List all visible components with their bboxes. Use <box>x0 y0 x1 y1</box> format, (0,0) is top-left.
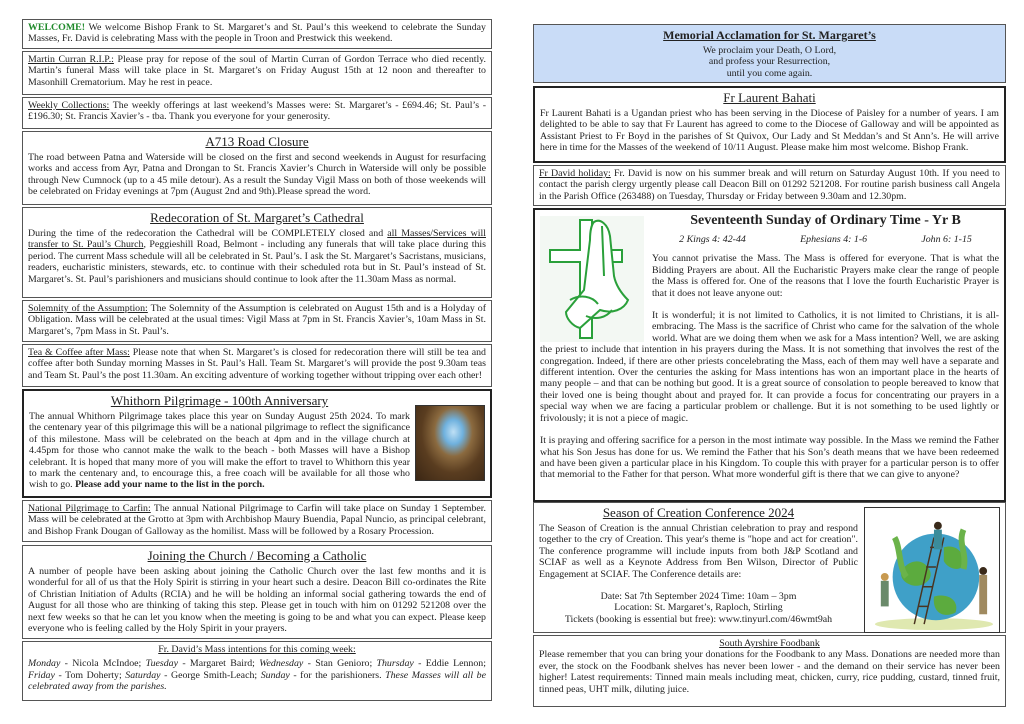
acclamation-line: We proclaim your Death, O Lord, <box>702 45 837 56</box>
joining-church-section <box>22 545 492 639</box>
text-part: , Peggieshill Road, Belmont - including any funerals that will take place during this period. The current Mass schedule will all be celebrated in St. Paul’s. I ask the St. Margaret’s Sacristans, musicians, readers, eucharistic ministers, stewards, etc. to continue with their scheduled rota but in St. Paul’s instead of St. Margaret’s. St. Paul’s parishioners and musicians should continue to look after the 11.30am Mass as normal. <box>28 239 486 285</box>
road-closure-section <box>22 131 492 205</box>
globe-gardeners-illustration <box>864 507 1000 633</box>
intention-name: - Stan Genioro; <box>303 658 377 670</box>
memorial-acclamation <box>533 24 1006 83</box>
intention-day: Thursday <box>376 658 414 670</box>
collections-notice <box>22 97 492 129</box>
text-part: During the time of the redecoration the Cathedral will be COMPLETELY closed and <box>28 228 388 239</box>
notice-text: Please pray for repose of the soul of Martin Curran of Gordon Terrace who died recently. Martin’s funeral Mass will take place in St. Margaret’s on Friday August 15th at 12 noon and thereafter to Masonhill Crematorium. May he rest in peace. <box>28 54 487 88</box>
paragraph: It is praying and offering sacrifice for a person in the most intimate way possible. In the Mass we remind the Father what his Son Jesus has done for us. We remind the Father that his Son’s death means that we have been redeemed and have been given a particular place in his Kingdom. To couple this with prayer for a particular person is to offer that memorial to the Father for that person. What more wonderful gift is there that we can give to anyone? <box>540 435 999 481</box>
intention-name: - Nicola McIndoe; <box>60 658 146 670</box>
section-title: Whithorn Pilgrimage - 100th Anniversary <box>110 393 329 408</box>
notice-label: Fr David holiday: <box>539 168 611 179</box>
intention-day: Sunday <box>260 669 290 681</box>
section-text: The Season of Creation is the annual Christian celebration to pray and respond together to the cry of Creation. This year's theme is "hope and act for creation". The conference programme will include inputs from both J&P Scotland and SCIAF as well as a Keynote Address from Ben Wilson, Director of Public Engagement at SCIAF. The Conference details are: <box>539 523 858 580</box>
cave-beach-photo <box>415 405 485 481</box>
intention-name: - George Smith-Leach; <box>160 669 261 681</box>
intention-name: - for the parishioners. <box>289 669 386 681</box>
section-title: Season of Creation Conference 2024 <box>602 505 795 520</box>
intention-day: Saturday <box>125 669 161 681</box>
section-text: Please remember that you can bring your donations for the Foodbank to any Mass. Donations are needed more than ever, the stock on the Foodbank shelves has never been lower - and the demand on their service has never been higher! Latest requirements: Tinned main meals including meat, chicken, curry, rice pudding, custard, tinned fruit, tinned peas, UHT milk, diluting juice. <box>539 649 1000 695</box>
notice-text: The weekly offerings at last weekend’s Masses were: St. Margaret’s - £694.46; St. Paul’s - £196.30; St. Francis Xavier’s - tba. Thank you everyone for your generosity. <box>28 100 486 123</box>
conference-date-time: Date: Sat 7th September 2024 Time: 10am – 3pm <box>600 591 797 603</box>
intentions-list <box>28 658 486 692</box>
section-title: South Ayrshire Foodbank <box>719 638 820 649</box>
redecoration-section <box>22 207 492 298</box>
notice-text: The annual National Pilgrimage to Carfin will take place on Sunday 1 September. Mass will be celebrated at the Grotto at 3pm with Archbishop Maury Buendia, Papal Nuncio, as principal celebrant, and Bishop Frank Dougan of Galloway as the homilist. Mass will be followed by a Rosary Procession. <box>28 503 486 537</box>
notice-label: Martin Curran R.I.P.: <box>28 54 114 65</box>
section-text: Fr Laurent Bahati is a Ugandan priest who has been serving in the Diocese of Paisley for a number of years. I am delighted to be able to say that Fr Laurent has agreed to come to the Diocese of Galloway and will be appointed as Assistant Priest to Fr Boyd in the parishes of St Quivox, Our Lady and St Meddan’s and St Ann’s. He will arrive here in time for the Masses of the weekend of 10/11 August. Please make him most welcome. Bishop Frank. <box>540 108 999 154</box>
intention-day: Monday <box>28 658 61 670</box>
notice-text: Please note that when St. Margaret’s is closed for redecoration there will still be tea and coffee after both Sunday morning Masses in St. Paul’s Hall. Team St. Margaret’s will provide the post 9.30am teas and Team St. Paul’s the post 11.30am. An exciting adventure of working together without tripping over each other! <box>28 347 486 381</box>
paragraph: It is wonderful; it is not limited to Catholics, it is not limited to Christians, it is all-embracing. The Mass is the sacrifice of Christ who came for the salvation of the whole world. What are we doing them when we ask for a Mass intention? Well, we are asking the priest to include that intention in his prayers during the Mass. It is not something that involves the rest of the congregation. Indeed, if there are other priests concelebrating the Mass, each of them may well have a separate and different intention. Over the centuries the asking for Mass intentions has won an important place in the hearts of many people – and that can be nothing but good. It is a great source of consolation to people bereaved to know that their loved one is being thought about and prayed for. It can provide a focus for concentrating our prayers in a special way when we are facing a particular problem or challenge. But it is not something to be used lightly or frivolously; it is not a piece of magic. <box>540 310 999 424</box>
notice-label: Tea & Coffee after Mass: <box>28 347 130 358</box>
reading: 2 Kings 4: 42-44 <box>679 234 746 245</box>
section-title: A713 Road Closure <box>205 134 309 149</box>
season-of-creation-section <box>533 502 1006 633</box>
notice-text: Fr. David is now on his summer break and will return on Saturday August 10th. If you need to contact the parish clergy urgently please call Deacon Bill on 01292 521208. For routine parish business call Angela in the Parish Office (263488) on Tuesday, Thursday or Friday between 9.30am and 12.30pm. <box>539 168 1000 202</box>
reading: Ephesians 4: 1-6 <box>800 234 868 245</box>
foodbank-section <box>533 635 1006 707</box>
intention-name: - Margaret Baird; <box>178 658 260 670</box>
notice-text: The Solemnity of the Assumption is celebrated on August 15th and is a Holyday of Obligation. Mass will be celebrated at the usual times: Vigil Mass at 7pm in St. Francis Xavier’s, 10am Mass in St. Margaret’s, 7pm Mass in St. Paul’s. <box>28 303 486 337</box>
reading: John 6: 1-15 <box>921 234 972 245</box>
section-text: The road between Patna and Waterside will be closed on the first and second weekends in August for resurfacing works and access from Ayr, Patna and Drongan to St. Francis Xavier’s Church in Waterside will only be possible through New Cumnock (up to a 45 mile detour). As a result the Sunday Vigil Mass on both of those weekends will be celebrated on Friday evenings at 7pm (August 2nd and 9th).Please spread the word. <box>28 152 486 198</box>
acclamation-line: and profess your Resurrection, <box>708 56 831 68</box>
notice-label: Solemnity of the Assumption: <box>28 303 148 314</box>
section-text: A number of people have been asking about joining the Catholic Church over the last few months and it is wonderful for all of us that the Holy Spirit is stirring in your heart such a desire. Deacon Bill co-ordinates the Rite of Christian Initiation of Adults (RCIA) and he will be holding an informal social gathering towards the end of August for all those who are thinking of taking this step. Please get in touch with him on 01292 521208 over the next few weeks so that he can let you know when the meeting is going to be and what you can expect. Please keep everyone who is feeling called by the Holy Spirit in your prayers. <box>28 566 486 635</box>
intention-name: - Tom Doherty; <box>54 669 126 681</box>
conference-location: Location: St. Margaret’s, Raploch, Stirling <box>614 602 783 614</box>
section-title: Redecoration of St. Margaret’s Cathedral <box>150 210 364 225</box>
conference-tickets: Tickets (booking is essential but free): www.tinyurl.com/46wmt9ah <box>564 613 833 625</box>
text-emphasis: all Masses/Services will transfer to St. Paul’s Church <box>28 228 486 251</box>
intention-day: Tuesday <box>145 658 178 670</box>
section-title: Fr. David’s Mass intentions for this coming week: <box>158 644 356 655</box>
notice-label: National Pilgrimage to Carfin: <box>28 503 151 514</box>
assumption-notice <box>22 300 492 342</box>
tea-coffee-notice <box>22 344 492 387</box>
readings <box>652 234 999 245</box>
intention-day: Wednesday <box>259 658 304 670</box>
section-text <box>28 228 486 285</box>
welcome-lead: WELCOME! <box>28 22 86 33</box>
fr-laurent-section <box>533 86 1006 163</box>
acclamation-line: until you come again. <box>726 67 813 79</box>
section-title: Memorial Acclamation for St. Margaret’s <box>663 28 876 42</box>
carfin-notice <box>22 500 492 542</box>
section-title: Fr Laurent Bahati <box>723 90 816 105</box>
section-title: Joining the Church / Becoming a Catholic <box>147 548 367 563</box>
welcome-text: We welcome Bishop Frank to St. Margaret’s and St. Paul’s this weekend to celebrate the Sunday Masses, Fr. David is celebrating Mass with the people in Troon and Prestwick this weekend. <box>28 22 486 45</box>
section-title: Seventeenth Sunday of Ordinary Time - Yr B <box>690 213 961 228</box>
intention-day: Friday <box>28 669 55 681</box>
holiday-notice <box>533 165 1006 206</box>
intention-name: - Eddie Lennon; <box>413 658 486 670</box>
mass-intentions-section <box>22 641 492 701</box>
intentions-note: These Masses will all be celebrated away from the parishes. <box>28 669 486 693</box>
text-part: The annual Whithorn Pilgrimage takes place this year on Sunday August 25th 2024. To mark the centenary year of this pilgrimage this will be a national pilgrimage to reflect the significance of this milestone. Mass will be celebrated on the beach at 4pm and in the village church at 4.45pm for those who cannot make the walk to the beach - both Masses will have a Bishop celebrant. It is hoped that many more of you will make the effort to travel to Whithorn this year to mark the centenary and, to encourage this, a free coach will be available for all those who wish to go. <box>29 411 410 491</box>
notice-label: Weekly Collections: <box>28 100 110 111</box>
praying-hands-cross-icon <box>540 216 644 342</box>
welcome-notice <box>22 19 492 49</box>
sunday-reflection-section <box>533 208 1006 502</box>
whithorn-section <box>22 389 492 498</box>
paragraph: You cannot privatise the Mass. The Mass is offered for everyone. That is what the Bidding Prayers are about. All the Eucharistic Prayers make clear the range of people the Mass is offered for. One of the reasons that I love the fourth Eucharistic Prayer is that it does not leave anyone out: <box>652 253 999 299</box>
text-emphasis: Please add your name to the list in the porch. <box>75 479 265 491</box>
curran-notice <box>22 51 492 95</box>
